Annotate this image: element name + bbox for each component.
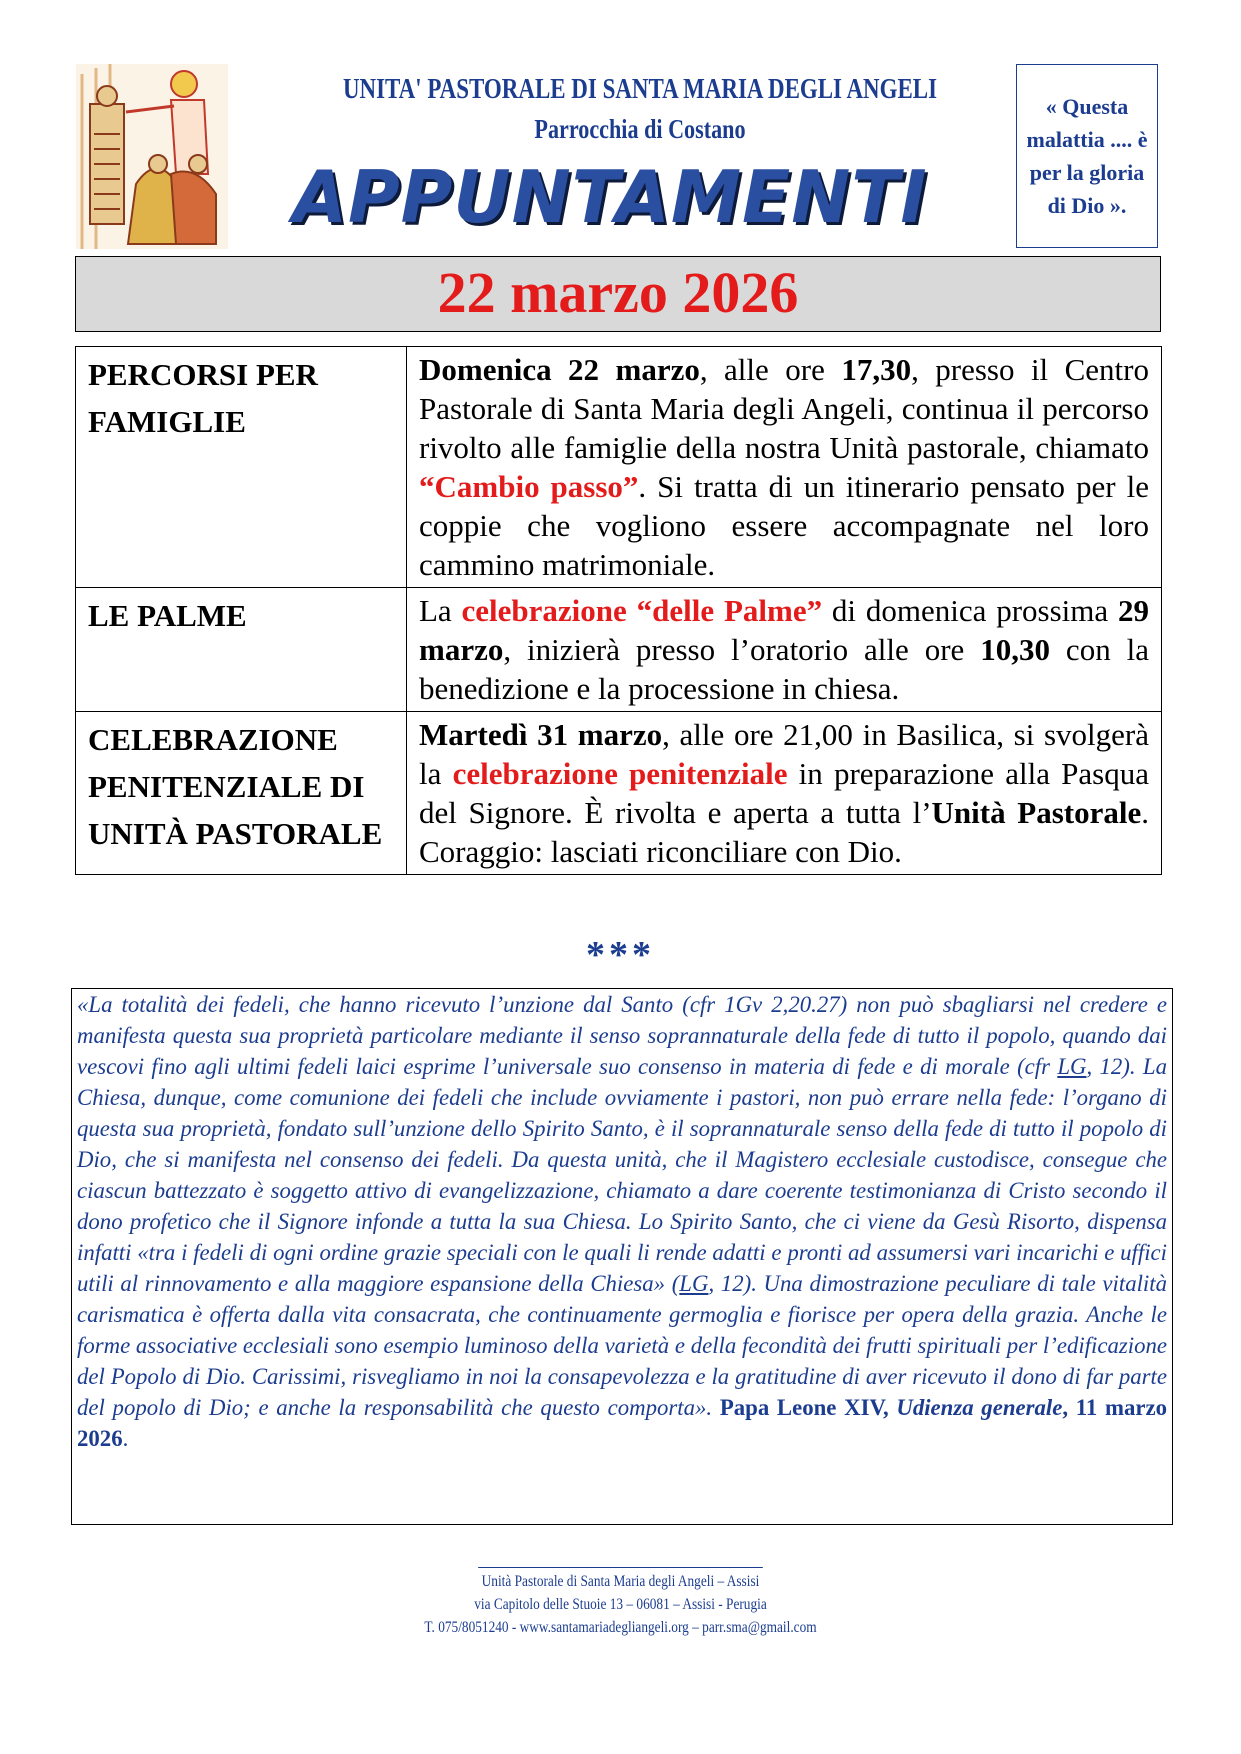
side-quote-box bbox=[1016, 64, 1158, 248]
event-text: in preparazione alla Pasqua del Signore. È rivolta e aperta a tutta l’ bbox=[419, 756, 1149, 830]
event-text: di domenica prossima bbox=[822, 593, 1118, 628]
event-date: 29 marzo bbox=[419, 593, 1149, 667]
event-highlight: “Cambio passo” bbox=[419, 469, 639, 504]
event-highlight: celebrazione penitenziale bbox=[452, 756, 788, 791]
event-time: 17,30 bbox=[841, 352, 912, 387]
footer-contacts: T. 075/8051240 - www.santamariadegliangeli.org – parr.sma@gmail.com bbox=[424, 1619, 817, 1636]
event-text: . Si tratta di un itinerario pensato per le coppie che vogliono essere accompagnate nel loro cammino matrimoniale. bbox=[419, 469, 1149, 582]
event-description bbox=[407, 347, 1162, 588]
event-emphasis: Unità Pastorale bbox=[931, 795, 1142, 830]
footer bbox=[87, 1567, 1154, 1639]
footer-address: via Capitolo delle Stuoie 13 – 06081 – Assisi - Perugia bbox=[474, 1596, 767, 1613]
event-date: Martedì 31 marzo bbox=[419, 717, 663, 752]
event-text: , alle ore 21,00 in Basilica, si svolgerà la bbox=[419, 717, 1149, 791]
section-separator: *** bbox=[586, 934, 655, 976]
table-row bbox=[76, 712, 1162, 875]
event-text: , alle ore bbox=[699, 352, 842, 387]
parish-name: Parrocchia di Costano bbox=[534, 114, 746, 144]
page-title: APPUNTAMENTI bbox=[292, 155, 928, 239]
table-row bbox=[76, 347, 1162, 588]
raising-of-lazarus-logo bbox=[76, 64, 228, 249]
event-highlight: celebrazione “delle Palme” bbox=[461, 593, 823, 628]
event-date: Domenica 22 marzo bbox=[419, 352, 700, 387]
quote-text: , 12). Una dimostrazione peculiare di tale vitalità carismatica è offerta dalla vita consacrata, che continuamente germoglia e fiorisce per opera della grazia. Anche le forme associative ecclesiali sono esempio luminoso della varietà e della fecondità dei frutti spirituali per l’edificazione del Popolo di Dio. Carissimi, risvegliamo in noi la consapevolezza e la gratitudine di aver ricevuto il dono di far parte del popolo di Dio; e anche la responsabilità che questo comporta». bbox=[77, 1271, 1167, 1420]
event-time: 10,30 bbox=[980, 632, 1050, 667]
footer-org: Unità Pastorale di Santa Maria degli Angeli – Assisi bbox=[478, 1567, 763, 1593]
event-description bbox=[407, 588, 1162, 712]
event-category: CELEBRAZIONE PENITENZIALE DI UNITÀ PASTORALE bbox=[76, 712, 407, 875]
quote-text: «La totalità dei fedeli, che hanno ricevuto l’unzione dal Santo (cfr 1Gv 2,20.27) non può sbagliarsi nel credere e manifesta questa sua proprietà particolare mediante il senso soprannaturale della fede di tutto il popolo, quando dai vescovi fino agli ultimi fedeli laici esprime l’universale suo consenso in materia di fede e di morale (cfr bbox=[77, 992, 1167, 1079]
quote-author: Papa Leone XIV, bbox=[712, 1395, 897, 1420]
quote-end: . bbox=[122, 1426, 129, 1451]
quote-text: , 12). La Chiesa, dunque, come comunione dei fedeli che include ovviamente i pastori, non può errare nella fede: l’organo di questa sua proprietà, fondato sull’unzione dello Spirito Santo, è il soprannaturale senso della fede di tutto il popolo di Dio, che si manifesta nel consenso dei fedeli. Da questa unità, che il Magistero ecclesiale custodisce, consegue che ciascun battezzato è soggetto attivo di evangelizzazione, chiamato a dare coerente testimonianza di Cristo secondo il dono profetico che il Signore infonde a tutta la sua Chiesa. Lo Spirito Santo, che ci viene da Gesù Risorto, dispensa infatti «tra i fedeli di ogni ordine grazie speciali con le quali li rende adatti e pronti ad assumersi vari incarichi e uffici utili al rinnovamento e alla maggiore espansione della Chiesa» ( bbox=[77, 1054, 1167, 1296]
event-description bbox=[407, 712, 1162, 875]
events-table bbox=[75, 346, 1162, 875]
papal-quote-box bbox=[71, 988, 1173, 1525]
event-category: LE PALME bbox=[76, 588, 407, 712]
pastoral-unit-name: UNITA' PASTORALE DI SANTA MARIA DEGLI ANGELI bbox=[342, 74, 938, 105]
event-category: PERCORSI PER FAMIGLIE bbox=[76, 347, 407, 588]
quote-source: Udienza generale bbox=[896, 1395, 1063, 1420]
quote-date: , 11 marzo 2026 bbox=[77, 1395, 1167, 1451]
event-text: , presso il Centro Pastorale di Santa Maria degli Angeli, continua il percorso rivolto alle famiglie della nostra Unità pastorale, chiamato bbox=[419, 352, 1149, 465]
event-text: , inizierà presso l’oratorio alle ore bbox=[503, 632, 981, 667]
quote-reference: LG bbox=[679, 1271, 709, 1296]
event-text: . Coraggio: lasciati riconciliare con Dio. bbox=[419, 795, 1149, 869]
event-text: con la benedizione e la processione in chiesa. bbox=[419, 632, 1149, 706]
table-row bbox=[76, 588, 1162, 712]
date-banner: 22 marzo 2026 bbox=[75, 256, 1161, 332]
event-text: La bbox=[419, 593, 462, 628]
side-quote-text: « Questa malattia .... è per la gloria di Dio ». bbox=[1026, 94, 1148, 218]
quote-reference: LG bbox=[1057, 1054, 1087, 1079]
